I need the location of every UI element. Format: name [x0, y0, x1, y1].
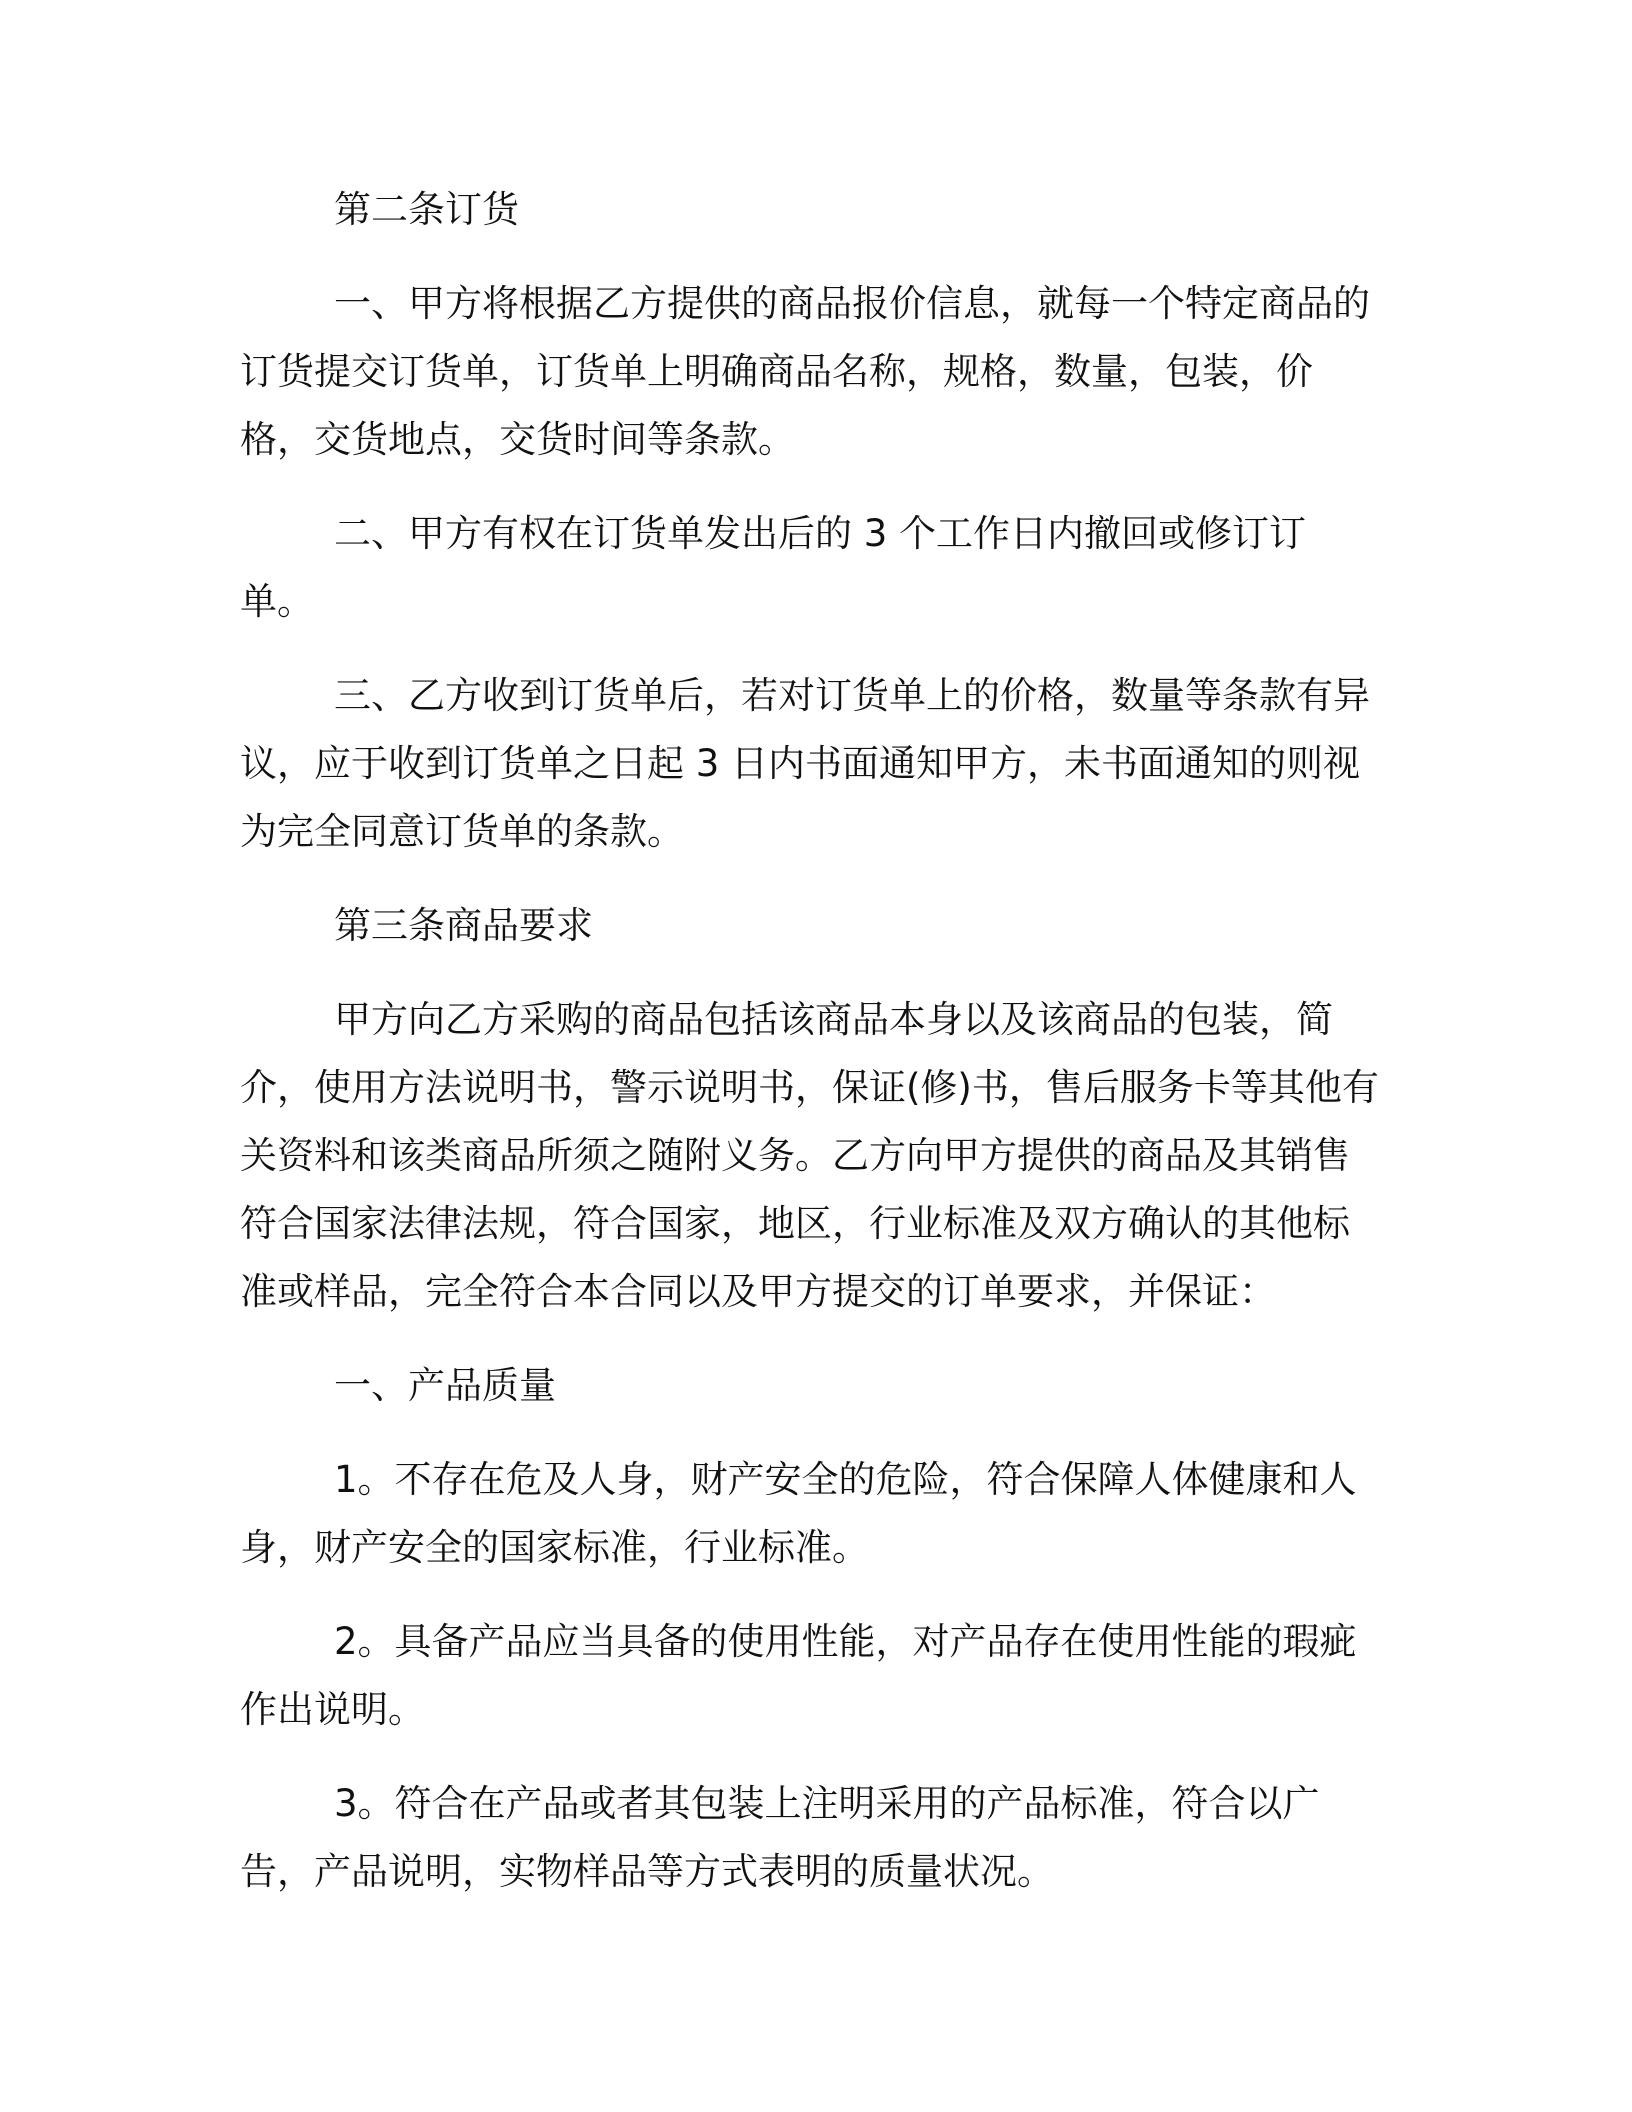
article-2-paragraph-2: 二、甲方有权在订货单发出后的 3 个工作日内撤回或修订订单。: [240, 512, 1307, 623]
product-quality-heading: 一、产品质量: [334, 1364, 556, 1407]
quality-item-2: 2。具备产品应当具备的使用性能，对产品存在使用性能的瑕疵作出说明。: [240, 1620, 1357, 1731]
article-2-paragraph-3: 三、乙方收到订货单后，若对订货单上的价格，数量等条款有异议，应于收到订货单之日起 3 日内书面通知甲方，未书面通知的则视为完全同意订货单的条款。: [240, 674, 1370, 853]
document-body: [240, 176, 1380, 1932]
quality-item-3: 3。符合在产品或者其包装上注明采用的产品标准，符合以广告，产品说明，实物样品等方式表明的质量状况。: [240, 1782, 1320, 1893]
article-2-title: 第二条订货: [334, 188, 519, 231]
article-3-title: 第三条商品要求: [334, 904, 593, 947]
quality-item-1: 1。不存在危及人身，财产安全的危险，符合保障人体健康和人身，财产安全的国家标准，行业标准。: [240, 1458, 1357, 1569]
article-3-intro: 甲方向乙方采购的商品包括该商品本身以及该商品的包装，简介，使用方法说明书，警示说明书，保证(修)书，售后服务卡等其他有关资料和该类商品所须之随附义务。乙方向甲方提供的商品及其销售符合国家法律法规，符合国家，地区，行业标准及双方确认的其他标准或样品，完全符合本合同以及甲方提交的订单要求，并保证：: [240, 998, 1379, 1313]
article-2-paragraph-1: 一、甲方将根据乙方提供的商品报价信息，就每一个特定商品的订货提交订货单，订货单上明确商品名称，规格，数量，包装，价格，交货地点，交货时间等条款。: [240, 282, 1370, 461]
